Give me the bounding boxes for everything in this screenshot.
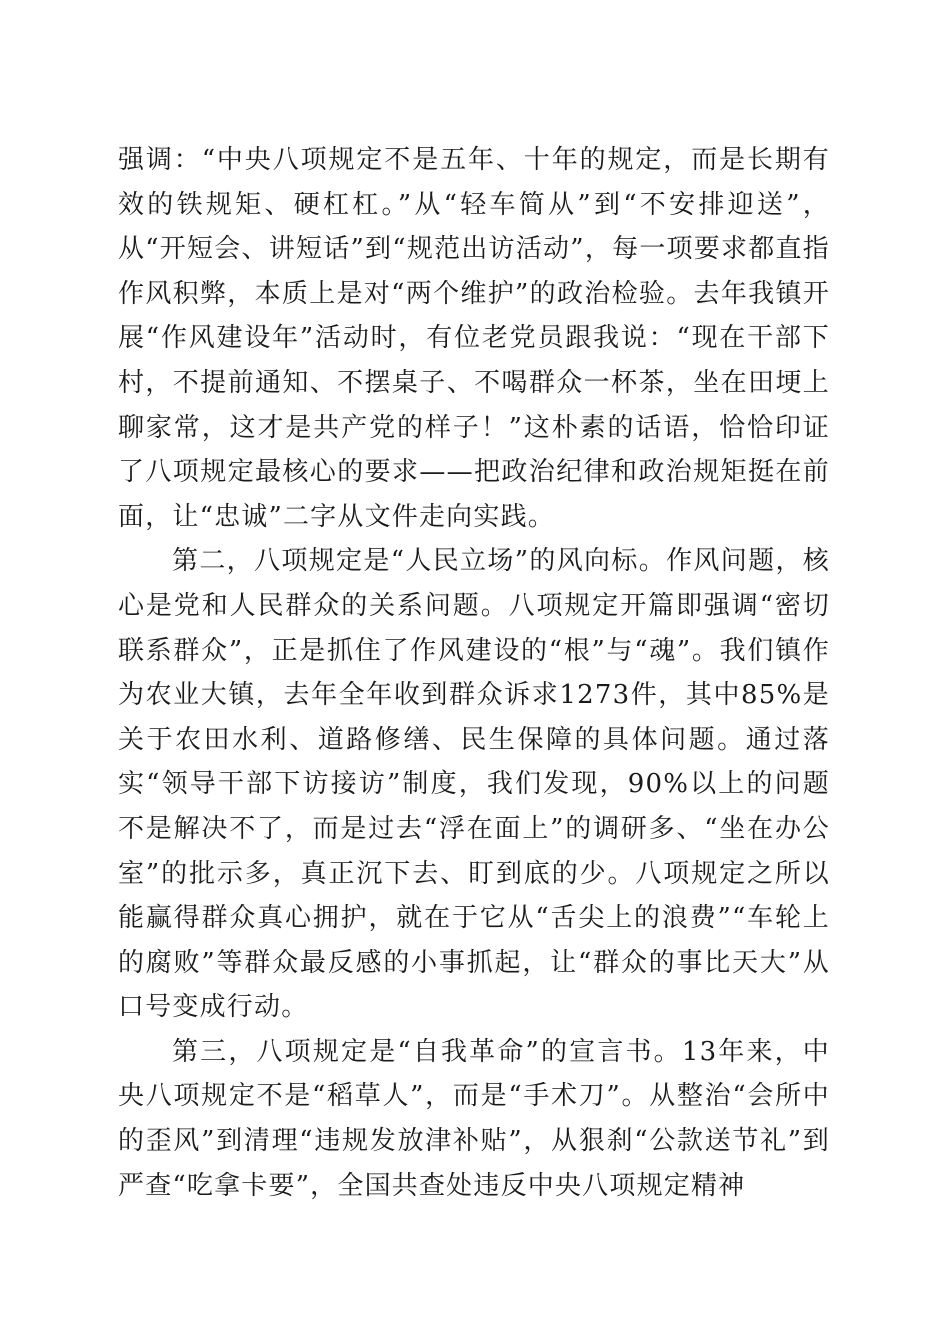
- document-body: [118, 138, 830, 1208]
- paragraph-continuation: 强调：“中央八项规定不是五年、十年的规定，而是长期有效的铁规矩、硬杠杠。”从“轻车简从”到“不安排迎送”，从“开短会、讲短话”到“规范出访活动”，每一项要求都直指作风积弊，本质上是对“两个维护”的政治检验。去年我镇开展“作风建设年”活动时，有位老党员跟我说：“现在干部下村，不提前通知、不摆桌子、不喝群众一杯茶，坐在田埂上聊家常，这才是共产党的样子！”这朴素的话语，恰恰印证了八项规定最核心的要求——把政治纪律和政治规矩挺在前面，让“忠诚”二字从文件走向实践。: [118, 145, 830, 532]
- paragraph-second-point: 第二，八项规定是“人民立场”的风向标。作风问题，核心是党和人民群众的关系问题。八项规定开篇即强调“密切联系群众”，正是抓住了作风建设的“根”与“魂”。我们镇作为农业大镇，去年全年收到群众诉求1273件，其中85%是关于农田水利、道路修缮、民生保障的具体问题。通过落实“领导干部下访接访”制度，我们发现，90%以上的问题不是解决不了，而是过去“浮在面上”的调研多、“坐在办公室”的批示多，真正沉下去、盯到底的少。八项规定之所以能赢得群众真心拥护，就在于它从“舌尖上的浪费”“车轮上的腐败”等群众最反感的小事抓起，让“群众的事比天大”从口号变成行动。: [118, 546, 830, 1023]
- paragraph-third-point: 第三，八项规定是“自我革命”的宣言书。13年来，中央八项规定不是“稻草人”，而是“手术刀”。从整治“会所中的歪风”到清理“违规发放津补贴”，从狠刹“公款送节礼”到严查“吃拿卡要”，全国共查处违反中央八项规定精神: [118, 1036, 830, 1201]
